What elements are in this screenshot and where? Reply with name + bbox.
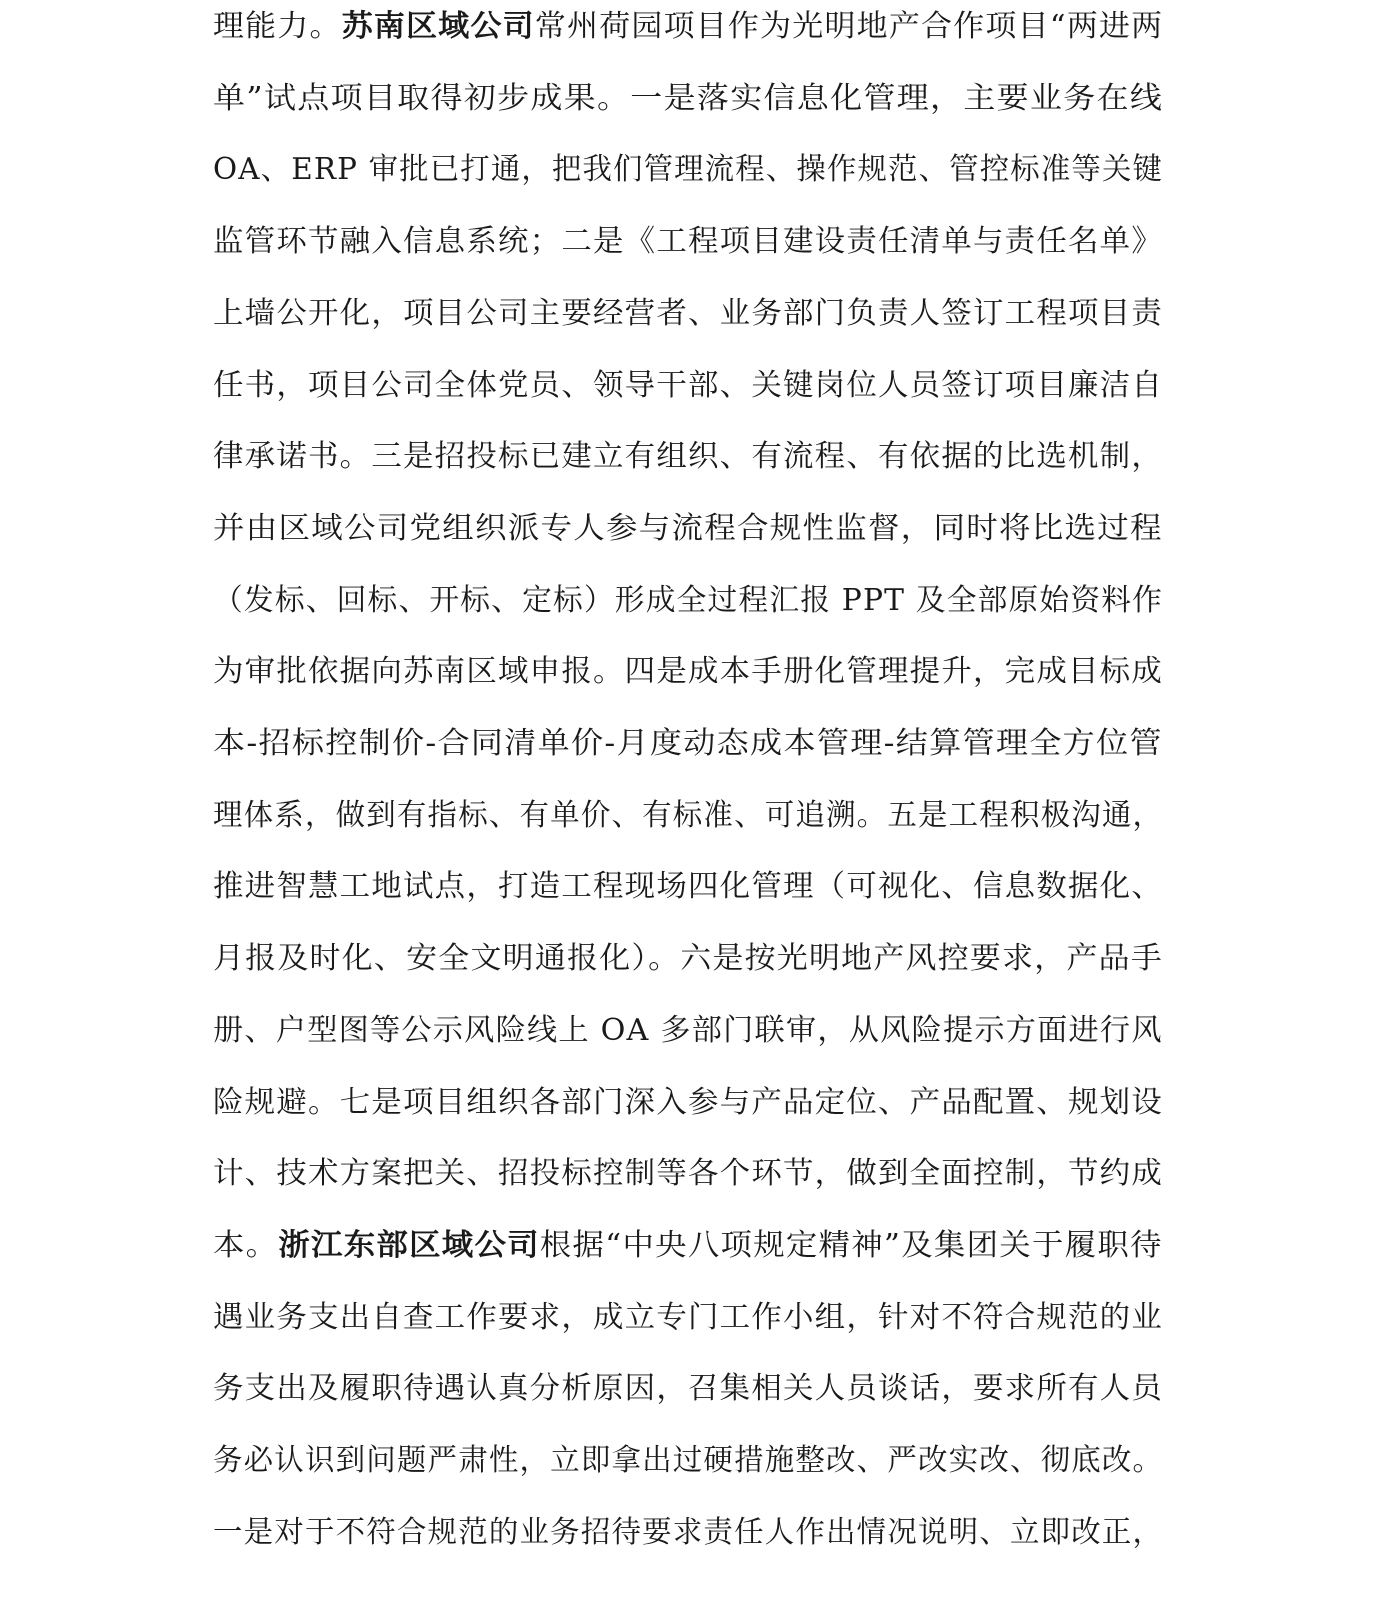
text-run: （发标、回标、开标、定标）形成全过程汇报 PPT 及全部原始资料作 [213, 582, 1164, 618]
text-line [213, 934, 1163, 984]
text-line [213, 1078, 1163, 1128]
text-line [213, 217, 1163, 267]
text-run: OA、ERP 审批已打通，把我们管理流程、操作规范、管控标准等关键 [213, 152, 1164, 188]
text-run: 任书，项目公司全体党员、领导干部、关键岗位人员签订项目廉洁自 [213, 367, 1163, 403]
text-line [213, 74, 1163, 124]
text-line [213, 2, 1163, 52]
text-run: 推进智慧工地试点，打造工程现场四化管理（可视化、信息数据化、 [213, 869, 1163, 905]
text-line [213, 1508, 1163, 1558]
text-run: 月报及时化、安全文明通报化）。六是按光明地产风控要求，产品手 [213, 941, 1163, 977]
text-line [213, 432, 1163, 482]
text-line [213, 1149, 1163, 1199]
text-line [213, 647, 1163, 697]
bold-company-name: 苏南区域公司 [341, 9, 535, 44]
text-line [213, 145, 1163, 195]
text-run: 单”试点项目取得初步成果。一是落实信息化管理，主要业务在线 [213, 80, 1164, 116]
text-line [213, 1436, 1163, 1486]
text-run: 一是对于不符合规范的业务招待要求责任人作出情况说明、立即改正， [213, 1514, 1164, 1550]
text-line [213, 719, 1163, 769]
text-line [213, 1364, 1163, 1414]
text-run: 并由区域公司党组织派专人参与流程合规性监督，同时将比选过程 [213, 510, 1163, 546]
text-run: 遇业务支出自查工作要求，成立专门工作小组，针对不符合规范的业 [213, 1299, 1163, 1335]
text-run: 险规避。七是项目组织各部门深入参与产品定位、产品配置、规划设 [213, 1084, 1163, 1120]
text-run: 律承诺书。三是招投标已建立有组织、有流程、有依据的比选机制， [213, 439, 1163, 475]
text-run: 监管环节融入信息系统；二是《工程项目建设责任清单与责任名单》 [213, 224, 1163, 260]
text-run: 为审批依据向苏南区域申报。四是成本手册化管理提升，完成目标成 [213, 654, 1163, 690]
text-line [213, 1006, 1163, 1056]
text-run: 务必认识到问题严肃性，立即拿出过硬措施整改、严改实改、彻底改。 [213, 1443, 1164, 1478]
text-run: 册、户型图等公示风险线上 OA 多部门联审，从风险提示方面进行风 [213, 1012, 1163, 1048]
text-line [213, 576, 1163, 626]
text-line [213, 1293, 1163, 1343]
text-line [213, 289, 1163, 339]
text-line [213, 361, 1163, 411]
text-run: 计、技术方案把关、招投标控制等各个环节，做到全面控制，节约成 [213, 1156, 1163, 1192]
text-run: 上墙公开化，项目公司主要经营者、业务部门负责人签订工程项目责 [213, 295, 1163, 331]
text-line [213, 791, 1163, 841]
text-run: 理能力。 [213, 9, 342, 44]
text-run: 务支出及履职待遇认真分析原因，召集相关人员谈话，要求所有人员 [213, 1371, 1163, 1407]
text-line [213, 504, 1163, 554]
text-run: 理体系，做到有指标、有单价、有标准、可追溯。五是工程积极沟通， [213, 797, 1164, 833]
text-line [213, 1221, 1163, 1271]
text-line [213, 862, 1163, 912]
text-run: 本-招标控制价-合同清单价-月度动态成本管理-结算管理全方位管 [213, 726, 1163, 761]
bold-company-name: 浙江东部区域公司 [278, 1227, 540, 1263]
text-run: 常州荷园项目作为光明地产合作项目“两进两 [534, 9, 1164, 44]
text-run: 本。 [213, 1227, 279, 1263]
text-run: 根据“中央八项规定精神”及集团关于履职待 [539, 1227, 1163, 1263]
